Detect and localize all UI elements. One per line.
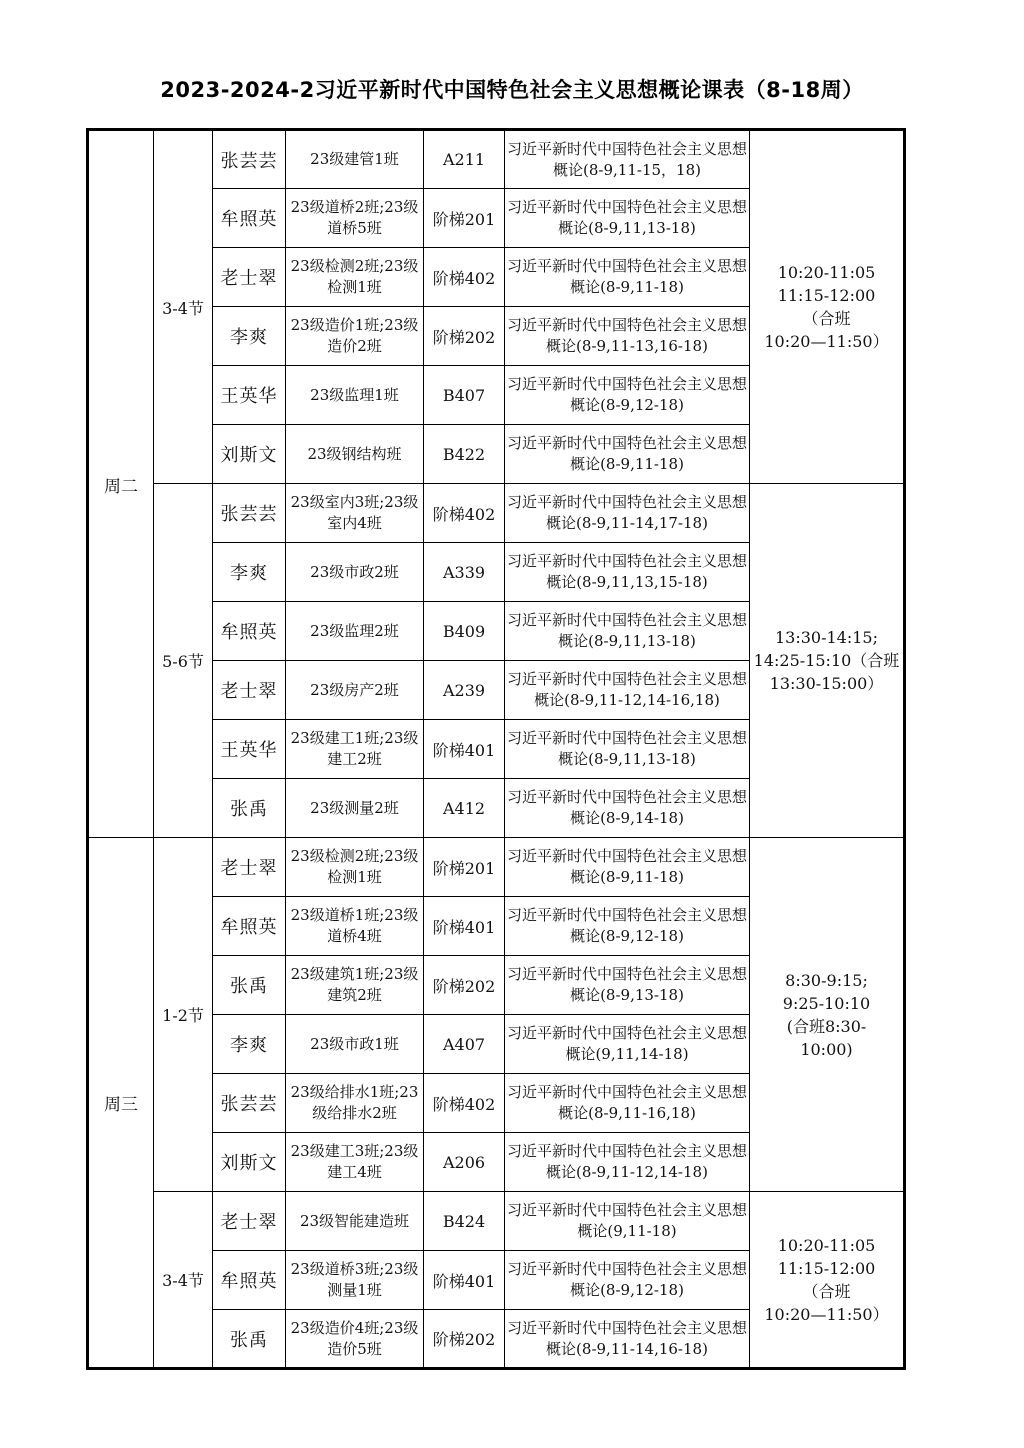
class-cell-text: 23级监理2班 xyxy=(310,621,399,640)
course-cell-text: 习近平新时代中国特色社会主义思想概论(9,11,14-18) xyxy=(507,1024,747,1063)
teacher-cell xyxy=(213,1192,286,1251)
course-cell-text: 习近平新时代中国特色社会主义思想概论(8-9,11,13-18) xyxy=(507,729,747,768)
table-row xyxy=(88,484,905,543)
room-cell-text: 阶梯201 xyxy=(432,209,496,229)
class-cell-text: 23级建管1班 xyxy=(310,150,399,168)
class-cell-text: 23级钢结构班 xyxy=(307,444,402,463)
teacher-cell xyxy=(213,543,286,602)
teacher-cell-text: 张禹 xyxy=(230,976,268,997)
class-cell xyxy=(286,897,424,956)
course-cell xyxy=(505,779,750,838)
teacher-cell-text: 刘斯文 xyxy=(220,445,278,466)
class-cell xyxy=(286,248,424,307)
course-cell xyxy=(505,602,750,661)
schedule-table xyxy=(86,128,906,1370)
class-cell xyxy=(286,1074,424,1133)
room-cell-text: 阶梯402 xyxy=(432,268,496,288)
course-cell-text: 习近平新时代中国特色社会主义思想概论(8-9,12-18) xyxy=(507,1260,747,1299)
room-cell-text: 阶梯401 xyxy=(432,1271,496,1291)
teacher-cell xyxy=(213,130,286,189)
room-cell-text: 阶梯402 xyxy=(432,504,496,524)
schedule-body xyxy=(88,130,905,1369)
room-cell-text: B424 xyxy=(442,1211,486,1231)
room-cell-text: A211 xyxy=(442,150,486,169)
day-cell-text: 周三 xyxy=(104,1095,138,1115)
class-cell-text: 23级市政1班 xyxy=(310,1034,399,1053)
teacher-cell xyxy=(213,602,286,661)
teacher-cell-text: 张芸芸 xyxy=(220,1094,278,1115)
day-cell xyxy=(88,838,154,1369)
day-cell xyxy=(88,130,154,838)
room-cell xyxy=(424,720,505,779)
room-cell-text: B422 xyxy=(442,444,486,464)
class-cell xyxy=(286,1192,424,1251)
teacher-cell-text: 牟照英 xyxy=(220,917,278,938)
course-cell xyxy=(505,1251,750,1310)
course-cell xyxy=(505,307,750,366)
room-cell-text: 阶梯402 xyxy=(432,1094,496,1114)
course-cell xyxy=(505,543,750,602)
course-cell-text: 习近平新时代中国特色社会主义思想概论(8-9,11-15，18) xyxy=(507,139,747,179)
room-cell xyxy=(424,425,505,484)
course-cell-text: 习近平新时代中国特色社会主义思想概论(9,11-18) xyxy=(507,1201,747,1240)
teacher-cell xyxy=(213,1251,286,1310)
teacher-cell xyxy=(213,1015,286,1074)
room-cell xyxy=(424,307,505,366)
course-cell xyxy=(505,189,750,248)
teacher-cell xyxy=(213,720,286,779)
course-cell-text: 习近平新时代中国特色社会主义思想概论(8-9,11-12,14-16,18) xyxy=(507,670,747,709)
teacher-cell xyxy=(213,956,286,1015)
time-cell xyxy=(750,484,905,838)
period-cell xyxy=(154,838,213,1192)
teacher-cell-text: 张芸芸 xyxy=(220,504,278,525)
room-cell-text: A206 xyxy=(442,1152,486,1172)
class-cell-text: 23级建工1班;23级建工2班 xyxy=(290,729,419,768)
class-cell xyxy=(286,661,424,720)
class-cell-text: 23级检测2班;23级检测1班 xyxy=(290,847,419,886)
class-cell xyxy=(286,720,424,779)
class-cell-text: 23级给排水1班;23级给排水2班 xyxy=(290,1083,419,1122)
teacher-cell xyxy=(213,484,286,543)
course-cell xyxy=(505,1015,750,1074)
teacher-cell xyxy=(213,425,286,484)
table-row xyxy=(88,130,905,189)
teacher-cell xyxy=(213,189,286,248)
room-cell xyxy=(424,248,505,307)
period-cell xyxy=(154,130,213,484)
class-cell-text: 23级道桥3班;23级测量1班 xyxy=(290,1260,419,1299)
course-cell-text: 习近平新时代中国特色社会主义思想概论(8-9,14-18) xyxy=(507,788,747,827)
time-cell-text: 13:30-14:15; 14:25-15:10（合班13:30-15:00） xyxy=(753,628,900,693)
teacher-cell xyxy=(213,779,286,838)
course-cell-text: 习近平新时代中国特色社会主义思想概论(8-9,11-12,14-18) xyxy=(507,1142,747,1181)
course-cell-text: 习近平新时代中国特色社会主义思想概论(8-9,11-18) xyxy=(507,847,747,886)
course-cell-text: 习近平新时代中国特色社会主义思想概论(8-9,11-14,16-18) xyxy=(507,1318,747,1358)
room-cell-text: B409 xyxy=(442,621,486,641)
room-cell xyxy=(424,484,505,543)
teacher-cell xyxy=(213,897,286,956)
class-cell xyxy=(286,425,424,484)
class-cell-text: 23级造价4班;23级造价5班 xyxy=(290,1318,419,1358)
room-cell xyxy=(424,1192,505,1251)
room-cell xyxy=(424,130,505,189)
room-cell xyxy=(424,1133,505,1192)
teacher-cell xyxy=(213,248,286,307)
course-cell xyxy=(505,366,750,425)
room-cell xyxy=(424,956,505,1015)
time-cell-text: 10:20-11:05 11:15-12:00 （合班 10:20—11:50） xyxy=(764,263,889,351)
room-cell xyxy=(424,1015,505,1074)
class-cell-text: 23级监理1班 xyxy=(310,385,399,404)
time-cell-text: 8:30-9:15; 9:25-10:10 (合班8:30- 10:00) xyxy=(782,970,871,1059)
class-cell-text: 23级道桥1班;23级道桥4班 xyxy=(290,906,419,945)
teacher-cell xyxy=(213,307,286,366)
teacher-cell-text: 刘斯文 xyxy=(220,1153,278,1174)
course-cell xyxy=(505,484,750,543)
class-cell-text: 23级室内3班;23级室内4班 xyxy=(290,493,419,532)
course-cell-text: 习近平新时代中国特色社会主义思想概论(8-9,12-18) xyxy=(507,375,747,414)
room-cell xyxy=(424,1310,505,1369)
class-cell xyxy=(286,1133,424,1192)
time-cell xyxy=(750,838,905,1192)
table-row xyxy=(88,838,905,897)
course-cell-text: 习近平新时代中国特色社会主义思想概论(8-9,11,13,15-18) xyxy=(507,552,747,591)
time-cell xyxy=(750,1192,905,1369)
teacher-cell-text: 老士翠 xyxy=(220,268,278,289)
room-cell-text: A407 xyxy=(442,1034,486,1054)
room-cell-text: 阶梯202 xyxy=(432,327,496,347)
room-cell xyxy=(424,779,505,838)
room-cell xyxy=(424,602,505,661)
class-cell-text: 23级建工3班;23级建工4班 xyxy=(290,1142,419,1181)
course-cell-text: 习近平新时代中国特色社会主义思想概论(8-9,12-18) xyxy=(507,906,747,945)
class-cell xyxy=(286,484,424,543)
teacher-cell xyxy=(213,366,286,425)
teacher-cell-text: 王英华 xyxy=(220,386,278,407)
period-cell-text: 1-2节 xyxy=(162,1006,204,1025)
room-cell xyxy=(424,366,505,425)
course-cell-text: 习近平新时代中国特色社会主义思想概论(8-9,13-18) xyxy=(507,965,747,1004)
room-cell-text: 阶梯401 xyxy=(432,740,496,760)
teacher-cell-text: 李爽 xyxy=(230,1035,268,1056)
course-cell xyxy=(505,897,750,956)
room-cell xyxy=(424,1251,505,1310)
class-cell-text: 23级房产2班 xyxy=(310,680,399,699)
class-cell xyxy=(286,956,424,1015)
page-title: 2023-2024-2习近平新时代中国特色社会主义思想概论课表（8-18周） xyxy=(160,78,864,102)
room-cell xyxy=(424,543,505,602)
course-cell xyxy=(505,425,750,484)
course-cell xyxy=(505,1310,750,1369)
course-cell-text: 习近平新时代中国特色社会主义思想概论(8-9,11-16,18) xyxy=(507,1083,747,1122)
class-cell-text: 23级测量2班 xyxy=(310,798,399,817)
room-cell-text: B407 xyxy=(442,385,486,405)
course-cell-text: 习近平新时代中国特色社会主义思想概论(8-9,11-18) xyxy=(507,257,747,296)
class-cell xyxy=(286,1310,424,1369)
room-cell-text: 阶梯202 xyxy=(432,976,496,996)
room-cell-text: A239 xyxy=(442,680,486,700)
teacher-cell-text: 牟照英 xyxy=(220,209,278,230)
class-cell xyxy=(286,189,424,248)
course-cell xyxy=(505,956,750,1015)
course-cell xyxy=(505,838,750,897)
class-cell-text: 23级道桥2班;23级道桥5班 xyxy=(290,198,419,237)
teacher-cell-text: 老士翠 xyxy=(220,681,278,702)
class-cell xyxy=(286,1015,424,1074)
period-cell-text: 3-4节 xyxy=(162,298,204,318)
teacher-cell xyxy=(213,838,286,897)
teacher-cell xyxy=(213,1310,286,1369)
class-cell xyxy=(286,130,424,189)
course-cell xyxy=(505,720,750,779)
course-cell xyxy=(505,1133,750,1192)
teacher-cell-text: 张禹 xyxy=(230,1329,268,1351)
class-cell-text: 23级市政2班 xyxy=(310,562,399,581)
period-cell-text: 3-4节 xyxy=(162,1271,204,1290)
class-cell xyxy=(286,1251,424,1310)
room-cell xyxy=(424,897,505,956)
course-cell xyxy=(505,661,750,720)
teacher-cell xyxy=(213,1074,286,1133)
period-cell xyxy=(154,484,213,838)
class-cell-text: 23级智能建造班 xyxy=(299,1211,410,1230)
room-cell xyxy=(424,838,505,897)
class-cell-text: 23级建筑1班;23级建筑2班 xyxy=(290,965,419,1004)
room-cell xyxy=(424,661,505,720)
room-cell-text: 阶梯401 xyxy=(432,917,496,937)
teacher-cell-text: 李爽 xyxy=(230,327,268,348)
room-cell xyxy=(424,1074,505,1133)
teacher-cell-text: 老士翠 xyxy=(220,858,278,879)
course-cell xyxy=(505,1074,750,1133)
course-cell xyxy=(505,130,750,189)
class-cell xyxy=(286,838,424,897)
teacher-cell-text: 李爽 xyxy=(230,563,268,584)
time-cell-text: 10:20-11:05 11:15-12:00 （合班 10:20—11:50） xyxy=(764,1235,889,1324)
teacher-cell-text: 张禹 xyxy=(230,799,268,820)
teacher-cell-text: 牟照英 xyxy=(220,1271,278,1292)
course-cell-text: 习近平新时代中国特色社会主义思想概论(8-9,11,13-18) xyxy=(507,198,747,237)
course-cell-text: 习近平新时代中国特色社会主义思想概论(8-9,11-14,17-18) xyxy=(507,493,747,532)
day-cell-text: 周二 xyxy=(104,476,138,497)
teacher-cell-text: 张芸芸 xyxy=(220,150,278,172)
room-cell-text: A412 xyxy=(442,798,486,818)
time-cell xyxy=(750,130,905,484)
class-cell xyxy=(286,779,424,838)
course-cell-text: 习近平新时代中国特色社会主义思想概论(8-9,11-18) xyxy=(507,434,747,473)
teacher-cell xyxy=(213,661,286,720)
period-cell-text: 5-6节 xyxy=(162,652,204,671)
room-cell-text: 阶梯202 xyxy=(432,1330,496,1349)
teacher-cell-text: 老士翠 xyxy=(220,1212,278,1233)
course-cell-text: 习近平新时代中国特色社会主义思想概论(8-9,11-13,16-18) xyxy=(507,316,747,355)
course-cell-text: 习近平新时代中国特色社会主义思想概论(8-9,11,13-18) xyxy=(507,611,747,650)
class-cell xyxy=(286,543,424,602)
teacher-cell xyxy=(213,1133,286,1192)
period-cell xyxy=(154,1192,213,1369)
class-cell xyxy=(286,307,424,366)
course-cell xyxy=(505,1192,750,1251)
class-cell-text: 23级造价1班;23级造价2班 xyxy=(290,316,419,355)
teacher-cell-text: 牟照英 xyxy=(220,622,278,643)
class-cell xyxy=(286,602,424,661)
table-row xyxy=(88,1192,905,1251)
course-cell xyxy=(505,248,750,307)
class-cell-text: 23级检测2班;23级检测1班 xyxy=(290,257,419,296)
teacher-cell-text: 王英华 xyxy=(220,740,278,761)
room-cell-text: A339 xyxy=(442,562,486,582)
room-cell xyxy=(424,189,505,248)
class-cell xyxy=(286,366,424,425)
room-cell-text: 阶梯201 xyxy=(432,858,496,878)
